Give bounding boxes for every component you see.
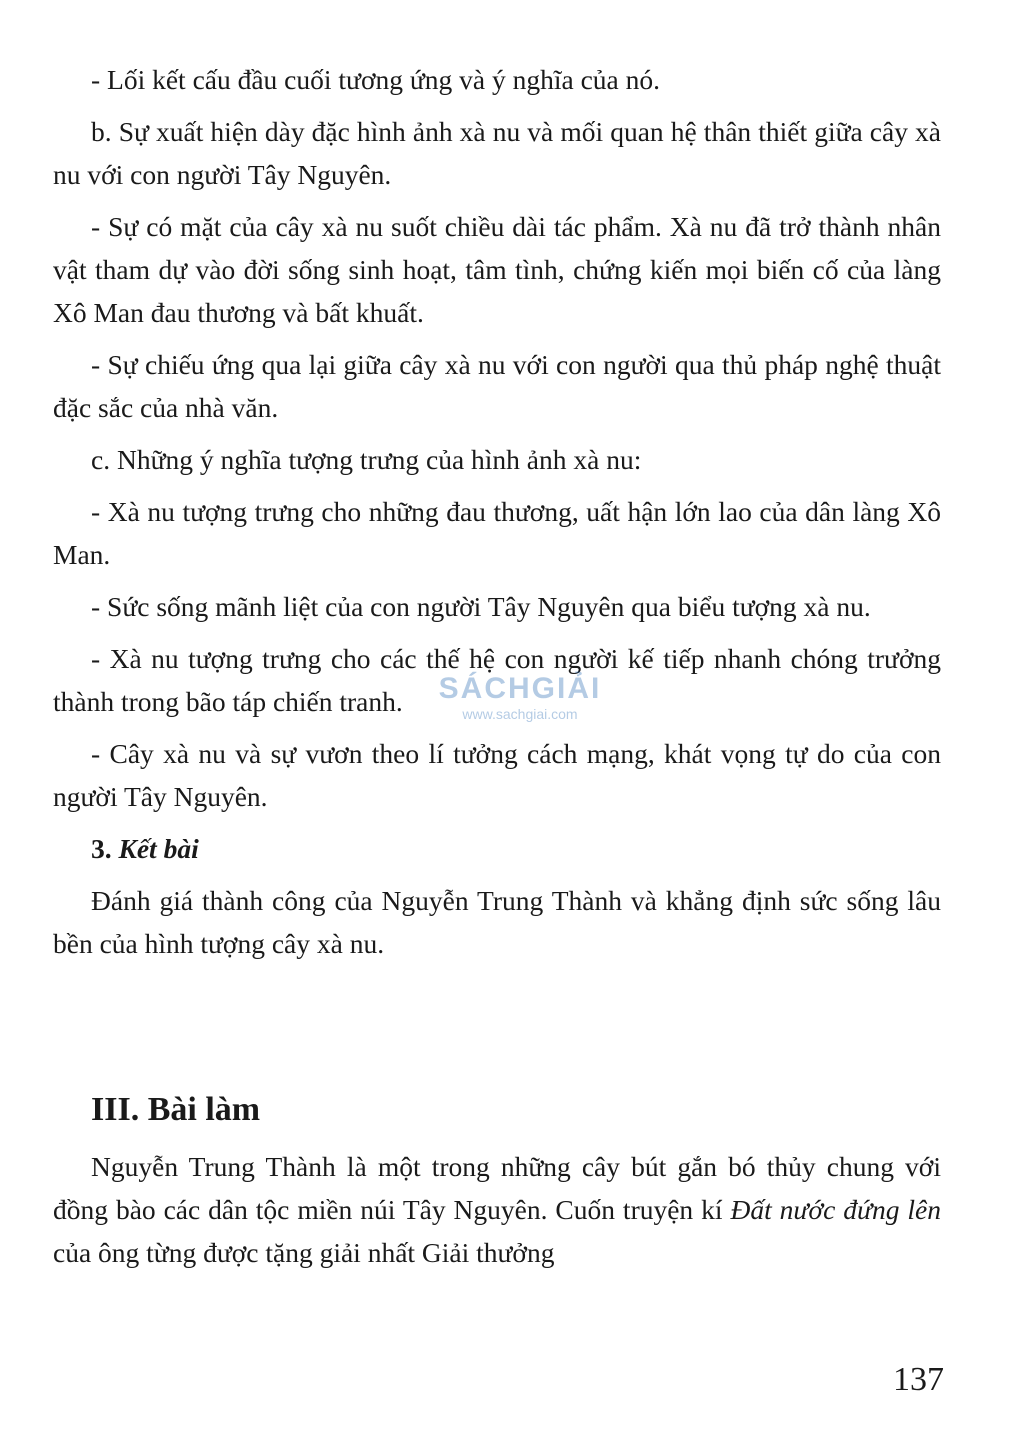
section-heading: III. Bài làm [91,1091,261,1128]
book-title: Đất nước đứng lên [730,1194,941,1225]
paragraph: b. Sự xuất hiện dày đặc hình ảnh xà nu và mối quan hệ thân thiết giữa cây xà nu với con người Tây Nguyên. [53,116,941,190]
paragraph: - Xà nu tượng trưng cho những đau thương, uất hận lớn lao của dân làng Xô Man. [53,496,941,570]
watermark-text: SÁCHGIẢI [438,672,602,705]
paragraph: - Sự có mặt của cây xà nu suốt chiều dài tác phẩm. Xà nu đã trở thành nhân vật tham dự vào đời sống sinh hoạt, tâm tình, chứng kiến mọi biến cố của làng Xô Man đau thương và bất khuất. [53,211,941,328]
ket-bai-heading [53,827,941,870]
page-content [53,58,941,1283]
bai-lam-paragraph [53,1145,941,1274]
ket-bai-paragraph: Đánh giá thành công của Nguyễn Trung Thành và khẳng định sức sống lâu bền của hình tượng cây xà nu. [53,885,941,959]
paragraph: - Xà nu tượng trưng cho các thế hệ con người kế tiếp nhanh chóng trưởng thành trong bão táp chiến tranh. [53,643,941,717]
bai-lam-text-before: Nguyễn Trung Thành là một trong những cây bút gắn bó thủy chung với đồng bào các dân tộc miền núi Tây Nguyên. Cuốn truyện kí [53,1151,941,1225]
bai-lam-text-after: của ông từng được tặng giải nhất Giải thưởng [53,1237,555,1268]
paragraph: - Cây xà nu và sự vươn theo lí tưởng cách mạng, khát vọng tự do của con người Tây Nguyên. [53,738,941,812]
watermark-logo [425,672,615,722]
watermark-url: www.sachgiai.com [462,706,578,722]
ket-bai-title: Kết bài [118,833,199,864]
paragraph: - Lối kết cấu đầu cuối tương ứng và ý nghĩa của nó. [91,64,660,95]
paragraph: - Sức sống mãnh liệt của con người Tây Nguyên qua biểu tượng xà nu. [91,591,871,622]
paragraph: - Sự chiếu ứng qua lại giữa cây xà nu với con người qua thủ pháp nghệ thuật đặc sắc của nhà văn. [53,349,941,423]
paragraph: c. Những ý nghĩa tượng trưng của hình ảnh xà nu: [91,444,642,475]
ket-bai-number: 3. [91,833,119,864]
page-number: 137 [893,1361,944,1398]
